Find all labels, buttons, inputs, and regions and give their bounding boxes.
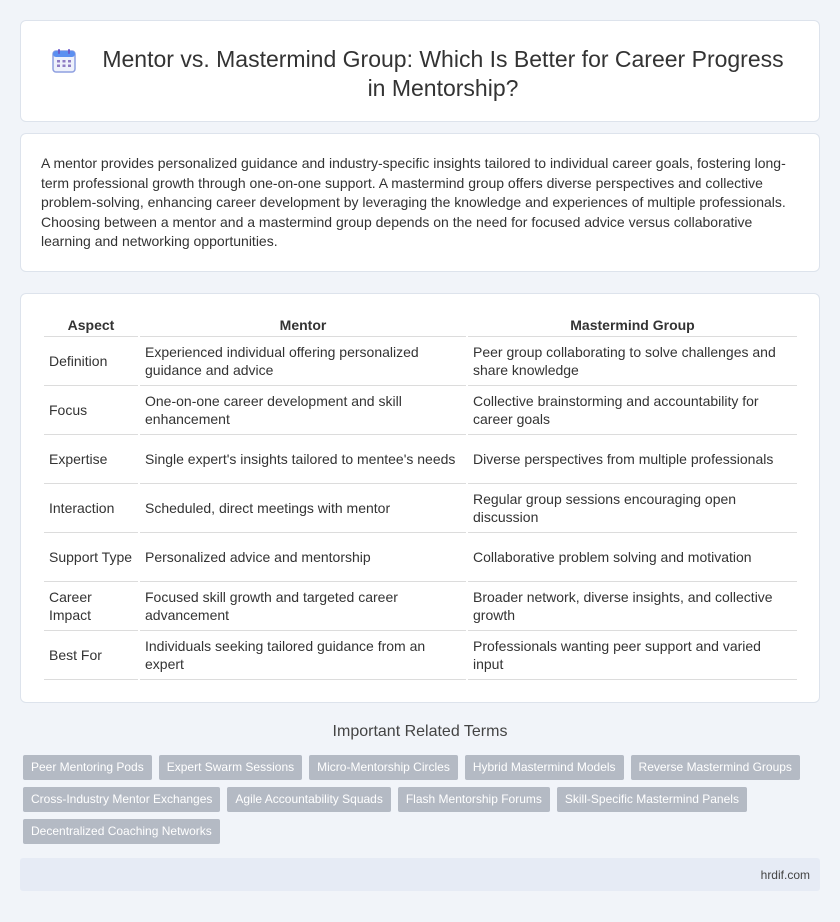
header-mastermind: Mastermind Group (468, 311, 797, 337)
related-term-tag[interactable]: Hybrid Mastermind Models (465, 755, 624, 780)
cell-aspect: Interaction (44, 484, 138, 533)
related-term-tag[interactable]: Micro-Mentorship Circles (309, 755, 458, 780)
table-row (44, 337, 797, 386)
cell-mastermind: Collective brainstorming and accountability for career goals (468, 386, 797, 435)
table-header-row (44, 311, 797, 337)
cell-mentor: Focused skill growth and targeted career advancement (140, 582, 466, 631)
related-terms-title: Important Related Terms (332, 723, 508, 740)
cell-aspect: Focus (44, 386, 138, 435)
table-row (44, 582, 797, 631)
cell-mastermind: Diverse perspectives from multiple professionals (468, 435, 797, 484)
cell-mentor: Personalized advice and mentorship (140, 533, 466, 582)
cell-aspect: Support Type (44, 533, 138, 582)
intro-card (20, 133, 820, 272)
cell-mentor: Single expert's insights tailored to mentee's needs (140, 435, 466, 484)
footer (20, 858, 820, 891)
cell-aspect: Career Impact (44, 582, 138, 631)
cell-mastermind: Broader network, diverse insights, and collective growth (468, 582, 797, 631)
related-term-tag[interactable]: Cross-Industry Mentor Exchanges (23, 787, 220, 812)
related-term-tag[interactable]: Peer Mentoring Pods (23, 755, 152, 780)
related-term-tag[interactable]: Agile Accountability Squads (227, 787, 390, 812)
table-row (44, 386, 797, 435)
cell-mastermind: Regular group sessions encouraging open discussion (468, 484, 797, 533)
header-mentor: Mentor (140, 311, 466, 337)
footer-site-link[interactable]: hrdif.com (760, 868, 810, 882)
related-term-tag[interactable]: Expert Swarm Sessions (159, 755, 302, 780)
cell-mastermind: Professionals wanting peer support and varied input (468, 631, 797, 680)
table-row (44, 533, 797, 582)
related-term-tag[interactable]: Decentralized Coaching Networks (23, 819, 220, 844)
calendar-icon (51, 48, 77, 74)
cell-mentor: Experienced individual offering personalized guidance and advice (140, 337, 466, 386)
cell-mentor: Individuals seeking tailored guidance from an expert (140, 631, 466, 680)
related-term-tag[interactable]: Reverse Mastermind Groups (631, 755, 800, 780)
cell-aspect: Best For (44, 631, 138, 680)
related-term-tag[interactable]: Skill-Specific Mastermind Panels (557, 787, 747, 812)
title-card (20, 20, 820, 122)
cell-mentor: One-on-one career development and skill enhancement (140, 386, 466, 435)
intro-text: A mentor provides personalized guidance and industry-specific insights tailored to individual career goals, fostering long-term professional growth through one-on-one support. A mastermind group offers diverse perspectives and collective problem-solving, enhancing career development by leveraging the knowledge and experiences of multiple professionals. Choosing between a mentor and a mastermind group depends on the need for focused advice versus collaborative learning and networking opportunities. (41, 155, 786, 249)
related-terms-list (23, 755, 813, 851)
table-row (44, 484, 797, 533)
cell-mastermind: Peer group collaborating to solve challenges and share knowledge (468, 337, 797, 386)
page-title: Mentor vs. Mastermind Group: Which Is Better for Career Progress in Mentorship? (102, 46, 784, 101)
cell-aspect: Definition (44, 337, 138, 386)
comparison-table-card (20, 293, 820, 703)
related-term-tag[interactable]: Flash Mentorship Forums (398, 787, 550, 812)
table-row (44, 631, 797, 680)
comparison-table (42, 311, 799, 680)
header-aspect: Aspect (44, 311, 138, 337)
cell-mastermind: Collaborative problem solving and motivation (468, 533, 797, 582)
table-row (44, 435, 797, 484)
cell-mentor: Scheduled, direct meetings with mentor (140, 484, 466, 533)
cell-aspect: Expertise (44, 435, 138, 484)
